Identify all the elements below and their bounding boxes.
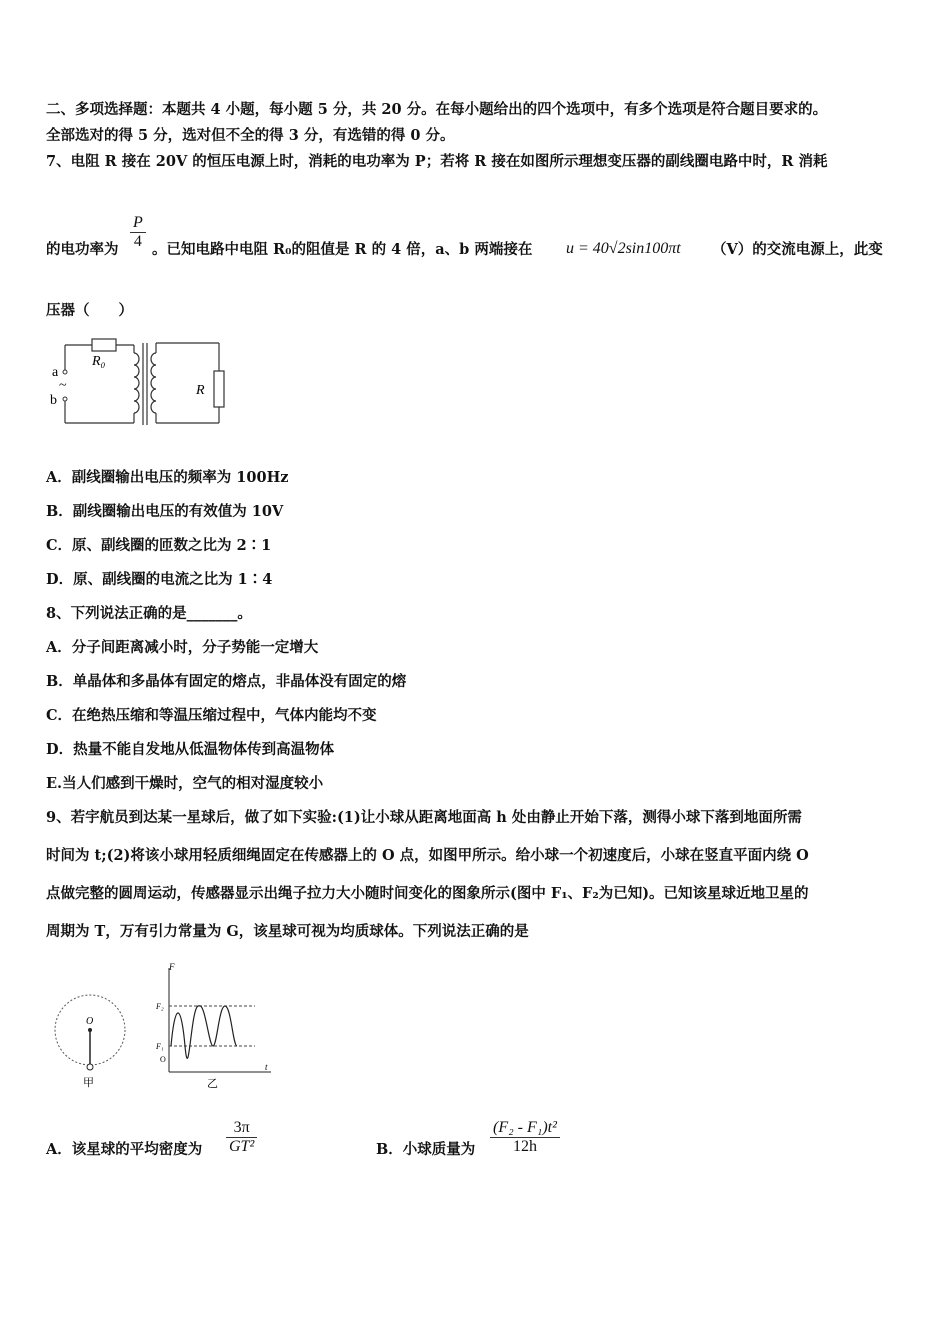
label-a: a: [52, 365, 59, 380]
q9-option-a-label: A．该星球的平均密度为: [46, 1141, 203, 1158]
q7-option-a: A．副线圈输出电压的频率为 100Hz: [46, 469, 289, 486]
label-ac: ~: [59, 378, 67, 393]
q7-stem-line3: 压器（ ）: [46, 302, 133, 319]
q9-option-a-numerator: 3π: [233, 1119, 250, 1136]
q7-fraction: [130, 214, 146, 251]
label-b: b: [50, 393, 57, 408]
q8-option-b: B．单晶体和多晶体有固定的熔点，非晶体没有固定的熔: [46, 673, 407, 690]
q7-stem-line2a: 的电功率为: [46, 241, 119, 258]
figure-yi-force-graph: [155, 962, 275, 1090]
q9-stem-line4: 周期为 T，万有引力常量为 G，该星球可视为均质球体。下列说法正确的是: [46, 923, 529, 940]
q7-fraction-numerator: P: [133, 214, 143, 231]
section-title: 二、多项选择题：本题共 4 小题，每小题 5 分，共 20 分。在每小题给出的四个选项中，有多个选项是符合题目要求的。: [46, 101, 828, 118]
q8-option-c: C．在绝热压缩和等温压缩过程中，气体内能均不变: [46, 707, 377, 724]
label-yi: 乙: [207, 1078, 218, 1090]
transformer-circuit-diagram: [44, 333, 234, 433]
resistor-r0: [92, 339, 116, 351]
terminal-b: [63, 397, 67, 401]
q9-option-a-denominator: GT²: [229, 1138, 255, 1155]
label-r0: R₀: [92, 354, 106, 369]
q9-stem-line2: 时间为 t;(2)将该小球用轻质细绳固定在传感器上的 O 点，如图甲所示。给小球一个初速度后，小球在竖直平面内绕 O: [46, 847, 809, 864]
label-f1: F₁: [156, 1042, 164, 1051]
force-curve: [171, 1006, 237, 1059]
figure-jia-circular-motion: [48, 988, 138, 1090]
q8-stem: 8、下列说法正确的是_______。: [46, 605, 252, 622]
q7-voltage-formula: u = 40√2sin100πt: [566, 240, 681, 257]
terminal-a: [63, 370, 67, 374]
q8-option-d: D．热量不能自发地从低温物体传到高温物体: [46, 741, 335, 758]
q7-stem-line1: 7、电阻 R 接在 20V 的恒压电源上时，消耗的电功率为 P；若将 R 接在如图所示理想变压器的副线圈电路中时，R 消耗: [46, 153, 828, 170]
label-o: O: [86, 1016, 94, 1027]
q9-stem-line3: 点做完整的圆周运动，传感器显示出绳子拉力大小随时间变化的图象所示(图中 F₁、F₂为已知)。已知该星球近地卫星的: [46, 885, 809, 902]
q7-stem-line2b: 。已知电路中电阻 R₀的阻值是 R 的 4 倍，a、b 两端接在: [152, 241, 533, 258]
q9-option-b-numerator: (F₂ - F₁)t²: [493, 1119, 557, 1136]
q9-stem-line1: 9、若宇航员到达某一星球后，做了如下实验:(1)让小球从距离地面高 h 处由静止开始下落，测得小球下落到地面所需: [46, 809, 802, 826]
q9-option-b-denominator: 12h: [512, 1138, 537, 1155]
q9-option-a-fraction: [226, 1119, 257, 1156]
axis-t-label: t: [265, 1062, 268, 1072]
label-origin: O: [160, 1055, 166, 1064]
label-f2: F₂: [156, 1002, 164, 1011]
q9-option-b-label: B．小球质量为: [376, 1141, 476, 1158]
q7-fraction-denominator: 4: [133, 233, 142, 250]
q7-option-b: B．副线圈输出电压的有效值为 10V: [46, 503, 284, 520]
q9-option-b-fraction: [490, 1119, 560, 1156]
section-scoring: 全部选对的得 5 分，选对但不全的得 3 分，有选错的得 0 分。: [46, 127, 455, 144]
ball: [87, 1064, 93, 1070]
label-r: R: [196, 383, 205, 398]
resistor-r: [214, 371, 224, 407]
q7-option-c: C．原、副线圈的匝数之比为 2∶1: [46, 537, 272, 554]
label-jia: 甲: [83, 1077, 94, 1089]
q8-option-e: E.当人们感到干燥时，空气的相对湿度较小: [46, 775, 324, 792]
q8-option-a: A．分子间距离减小时，分子势能一定增大: [46, 639, 319, 656]
axis-f-label: F: [169, 962, 175, 972]
q7-stem-line2c: （V）的交流电源上，此变: [712, 241, 883, 258]
q7-option-d: D．原、副线圈的电流之比为 1∶4: [46, 571, 273, 588]
